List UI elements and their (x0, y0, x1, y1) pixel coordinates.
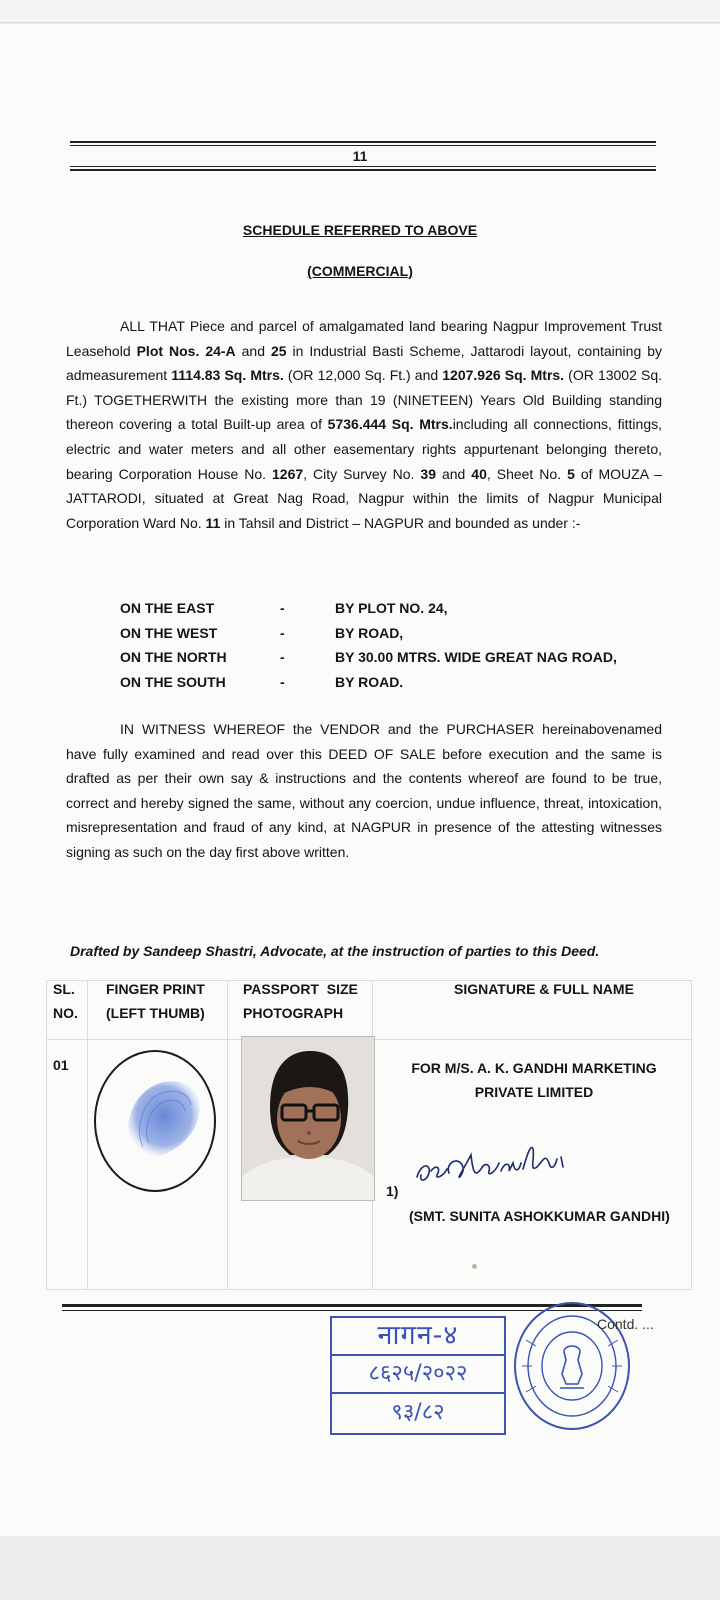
boundary-row (120, 600, 680, 625)
boundary-direction: ON THE SOUTH (120, 673, 226, 690)
registration-stamp (330, 1316, 506, 1435)
continued-note: Contd. ... (597, 1316, 654, 1332)
speck (472, 1264, 477, 1269)
stamp-page-number: ९३/८२ (391, 1400, 445, 1425)
signatory-index: 1) (386, 1183, 399, 1199)
row-sl-no: 01 (53, 1057, 69, 1073)
boundary-dash: - (280, 624, 285, 641)
property-text: and (435, 465, 472, 482)
portrait-image (242, 1037, 374, 1200)
property-key-value: 1207.926 Sq. Mtrs. (442, 367, 565, 384)
property-text: and (235, 342, 271, 359)
boundaries-list (120, 600, 680, 698)
property-text: including all connections, fittings, electric and water meters and all other easementary rights appurtenant belonging thereto, bearing Corporation House No. (66, 416, 662, 482)
property-text: in Industrial Basti Scheme, Jattarodi layout, containing by admeasurement (66, 342, 662, 384)
property-key-value: 39 (420, 465, 436, 482)
boundary-dash: - (280, 673, 285, 690)
property-text: (OR 13002 Sq. Ft.) TOGETHERWITH the existing more than 19 (NINETEEN) Years Old Building standing thereon covering a total Built-up area of (66, 367, 662, 433)
property-text: (OR 12,000 Sq. Ft.) and (283, 367, 443, 384)
boundary-direction: ON THE EAST (120, 600, 215, 616)
boundary-direction: ON THE WEST (120, 624, 218, 641)
header-passport-photo: PASSPORT SIZE PHOTOGRAPH (243, 981, 358, 1021)
property-key-value: Plot Nos. 24-A (136, 342, 236, 359)
col-divider (227, 981, 228, 1289)
witness-clause-text: IN WITNESS WHEREOF the VENDOR and the PURCHASER hereinabovenamed have fully examined and read over this DEED OF SALE before execution and the same is drafted as per their own say & instructions and the contents whereof are found to be true, correct and hereby signed the same, without any coercion, undue influence, threat, intoxication, misrepresentation and fraud of any kind, at NAGPUR in presence of the attesting witnesses signing as such on the day first above written. (66, 721, 662, 860)
thumbprint-image (91, 1043, 221, 1195)
property-key-value: 5736.444 Sq. Mtrs. (327, 416, 453, 433)
header-rule-bottom (70, 166, 656, 167)
stamp-document-number: ८६२५/२०२२ (332, 1356, 504, 1394)
signatory-name: (SMT. SUNITA ASHOKKUMAR GANDHI) (409, 1208, 670, 1224)
boundary-value: BY PLOT NO. 24, (335, 600, 448, 616)
boundary-value: BY ROAD, (335, 624, 404, 641)
company-name: FOR M/S. A. K. GANDHI MARKETING PRIVATE LIMITED (411, 1060, 657, 1100)
boundary-row (120, 649, 680, 674)
property-description-text (66, 314, 662, 535)
viewer-bottom-strip (0, 1536, 720, 1600)
property-key-value: 25 (270, 342, 287, 359)
signature-icon (411, 1133, 601, 1193)
header-rule-top (70, 141, 656, 143)
passport-photo (241, 1036, 375, 1201)
header-finger-print: FINGER PRINT (LEFT THUMB) (106, 981, 205, 1021)
header-rule-top-thin (70, 145, 656, 146)
boundary-dash: - (280, 600, 285, 616)
col-divider (87, 981, 88, 1289)
schedule-title: SCHEDULE REFERRED TO ABOVE (242, 222, 478, 238)
handwritten-signature (411, 1133, 601, 1193)
page-number: 11 (352, 148, 368, 164)
schedule-subtitle: (COMMERCIAL) (307, 263, 413, 279)
boundary-value: BY ROAD. (335, 673, 404, 690)
property-key-value: 1267 (272, 465, 304, 482)
property-key-value: 1114.83 Sq. Mtrs. (171, 367, 284, 384)
property-key-value: 11 (205, 514, 221, 531)
boundary-value: BY 30.00 MTRS. WIDE GREAT NAG ROAD, (335, 649, 617, 665)
property-text: , Sheet No. (486, 465, 568, 482)
property-text: in Tahsil and District – NAGPUR and bounded as under :- (220, 514, 581, 531)
property-key-value: 40 (471, 465, 487, 482)
header-sl-no: SL. NO. (53, 981, 78, 1021)
property-text: ALL THAT Piece and parcel of amalgamated land bearing Nagpur Improvement Trust Leasehold (66, 318, 662, 359)
boundary-row (120, 674, 680, 699)
witness-clause (66, 717, 662, 865)
property-text: of MOUZA – JATTARODI, situated at Great Nag Road, Nagpur within the limits of Nagpur Municipal Corporation Ward No. (66, 465, 663, 531)
thumbprint-icon (91, 1043, 221, 1195)
boundary-direction: ON THE NORTH (120, 649, 227, 665)
property-text: , City Survey No. (303, 465, 421, 482)
header-signature: SIGNATURE & FULL NAME (454, 981, 634, 997)
property-description (66, 314, 662, 535)
boundary-row (120, 625, 680, 650)
property-key-value: 5 (567, 465, 575, 482)
stamp-office-code: नागन-४ (332, 1318, 504, 1356)
viewer-top-bar (0, 0, 720, 23)
header-rule-bottom-thick (70, 169, 656, 171)
signature-table (46, 980, 692, 1290)
drafted-by-note: Drafted by Sandeep Shastri, Advocate, at the instruction of parties to this Deed. (70, 943, 600, 959)
boundary-dash: - (280, 649, 285, 665)
